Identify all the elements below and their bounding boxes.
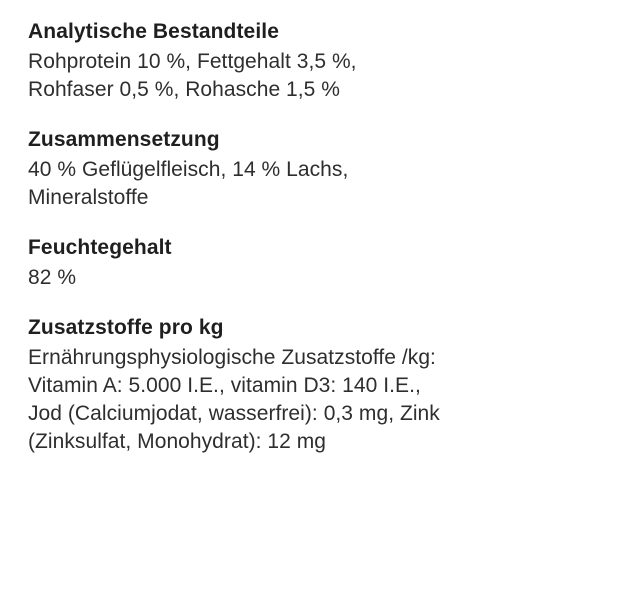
- section-line: Vitamin A: 5.000 I.E., vitamin D3: 140 I.E.,: [28, 374, 421, 397]
- section-line: Ernährungsphysiologische Zusatzstoffe /kg:: [28, 346, 436, 369]
- section-heading: Zusammensetzung: [28, 128, 220, 151]
- section-line: Mineralstoffe: [28, 186, 149, 209]
- section-line: 40 % Geflügelfleisch, 14 % Lachs,: [28, 158, 349, 181]
- section-zusammensetzung: [28, 126, 614, 212]
- section-line: 82 %: [28, 266, 77, 289]
- section-line: Jod (Calciumjodat, wasserfrei): 0,3 mg, Zink: [28, 402, 440, 425]
- section-zusatzstoffe-pro-kg: [28, 314, 614, 456]
- section-line: (Zinksulfat, Monohydrat): 12 mg: [28, 430, 327, 453]
- section-heading: Feuchtegehalt: [28, 236, 172, 259]
- section-heading: Zusatzstoffe pro kg: [28, 316, 224, 339]
- section-line: Rohfaser 0,5 %, Rohasche 1,5 %: [28, 78, 341, 101]
- section-analytische-bestandteile: [28, 18, 614, 104]
- section-line: Rohprotein 10 %, Fettgehalt 3,5 %,: [28, 50, 357, 73]
- section-feuchtegehalt: [28, 234, 614, 292]
- section-heading: Analytische Bestandteile: [28, 20, 279, 43]
